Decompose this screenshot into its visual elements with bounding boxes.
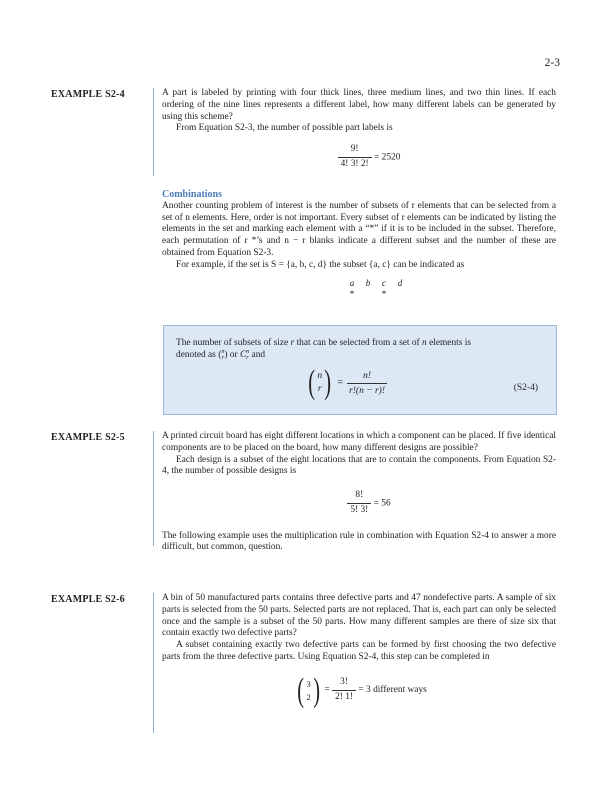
- callout-text-f: and: [251, 350, 266, 361]
- combinations-example-text: For example, if the set is S = {a, b, c, d} the subset {a, c} can be indicated as: [176, 259, 465, 270]
- fraction-denominator: 2! 1!: [335, 692, 354, 702]
- callout-text-b: that can be selected from a set of: [296, 338, 420, 348]
- example-s2-6-label: EXAMPLE S2-6: [51, 594, 125, 605]
- callout-equation: [306, 366, 387, 400]
- example-s2-4-bar: [153, 88, 154, 176]
- subset-marks: [196, 289, 556, 300]
- equation-result: = 2520: [374, 152, 401, 163]
- callout-text: The number of subsets of size r that can be selected from a set of n elements is denoted as (n r) or Cn r and: [176, 338, 471, 361]
- fraction-numerator: 9!: [338, 144, 372, 158]
- equation-defective-ways: [166, 671, 556, 709]
- subset-mark: *: [381, 289, 387, 300]
- combinations-section: [162, 189, 556, 300]
- subset-letter: a: [349, 278, 355, 289]
- definition-callout: [163, 325, 557, 415]
- fraction-defective: [332, 677, 356, 704]
- equation-designs: [182, 490, 556, 517]
- example-s2-6-question: A bin of 50 manufactured parts contains three defective parts and 47 nondefective parts. A sample of six parts is selected from the 50 parts. Selected parts are not replaced. That is, each part can only be selected once and the sample is a subset of the 50 parts. How many different samples are there of size six that contain exactly two defective parts?: [162, 593, 556, 639]
- binomial-3-2: ( 3 2): [297, 671, 320, 709]
- fraction-denominator: 5! 3!: [350, 504, 369, 515]
- example-s2-4-label: EXAMPLE S2-4: [51, 89, 125, 100]
- example-s2-4-question: A part is labeled by printing with four thick lines, three medium lines, and two thin lines. If each ordering of the nine lines represents a different label, how many different labels can be generated by using this scheme?: [162, 88, 556, 122]
- binom-top: 3: [306, 678, 311, 689]
- fraction-denominator: r!(n − r)!: [349, 385, 386, 396]
- binom-top: n: [317, 371, 323, 381]
- callout-text-e: or: [229, 350, 238, 361]
- fraction-labels: [338, 144, 372, 171]
- binomial-n-r: ( n r): [308, 364, 332, 401]
- example-s2-6-bar: [153, 593, 154, 733]
- binom-bottom: 2: [306, 691, 311, 702]
- example-s2-5-question: A printed circuit board has eight different locations in which a component can be placed. If five identical components are to be placed on the board, how many different designs are possible?: [162, 431, 556, 453]
- subset-letter: b: [365, 278, 371, 289]
- inline-binom-bottom: r: [221, 355, 224, 361]
- fraction-numerator: n!: [347, 371, 387, 384]
- equation-result: = 56: [373, 498, 391, 509]
- example-s2-4-body: [162, 88, 556, 171]
- fraction-numerator: 3!: [332, 677, 356, 691]
- example-s2-5-text: Each design is a subset of the eight locations that are to contain the components. From Equation S2-4, the number of possible designs is: [162, 454, 556, 477]
- c-super: n: [246, 349, 250, 355]
- inline-binom-top: n: [221, 349, 225, 355]
- equals-sign: =: [337, 377, 344, 389]
- subset-letter: d: [397, 278, 403, 289]
- equation-labels: [182, 144, 556, 171]
- example-s2-4-text: From Equation S2-3, the number of possible part labels is: [176, 123, 393, 134]
- equals-sign: =: [324, 684, 330, 695]
- fraction-combination: [347, 371, 387, 396]
- c-sub: r: [246, 355, 249, 361]
- combinations-paragraph: Another counting problem of interest is the number of subsets of r elements that can be selected from a set of n elements. Here, order is not important. Every subset of r elements can be indicated by listing the elements in the set and marking each element with a “*” if it is to be included in the subset. Therefore, each permutation of r *’s and n − r blanks indicate a different subset and the number of these are obtained from Equation S2-3.: [162, 200, 556, 258]
- subset-letter: c: [382, 278, 386, 289]
- example-s2-5-body: [162, 431, 556, 554]
- transition-paragraph: The following example uses the multiplication rule in combination with Equation S2-4 to answer a more difficult, but common, question.: [162, 530, 556, 553]
- subset-letters: [196, 278, 556, 289]
- c-subscripts: [246, 349, 249, 361]
- equation-number: (S2-4): [513, 383, 538, 393]
- fraction-designs: [347, 490, 371, 517]
- page-number: 2-3: [544, 57, 560, 69]
- subset-marking: [196, 278, 556, 300]
- example-s2-5-label: EXAMPLE S2-5: [51, 432, 125, 443]
- example-s2-6-text: A subset containing exactly two defective parts can be formed by first choosing the two defective parts from the three defective parts. Using Equation S2-4, this step can be completed in: [162, 640, 556, 662]
- example-s2-5-bar: [153, 431, 154, 546]
- fraction-denominator: 4! 3! 2!: [340, 158, 369, 169]
- callout-text-a: The number of subsets of size: [176, 338, 289, 348]
- inline-binom: [221, 349, 224, 361]
- combinations-heading: Combinations: [162, 189, 223, 200]
- callout-text-c: elements is: [429, 338, 471, 348]
- subset-mark: *: [349, 289, 355, 300]
- example-s2-6-body: [162, 593, 556, 708]
- fraction-numerator: 8!: [347, 490, 371, 504]
- callout-text-d: denoted as: [176, 350, 216, 361]
- equation-result: = 3 different ways: [358, 684, 427, 695]
- binom-bottom: r: [317, 384, 322, 394]
